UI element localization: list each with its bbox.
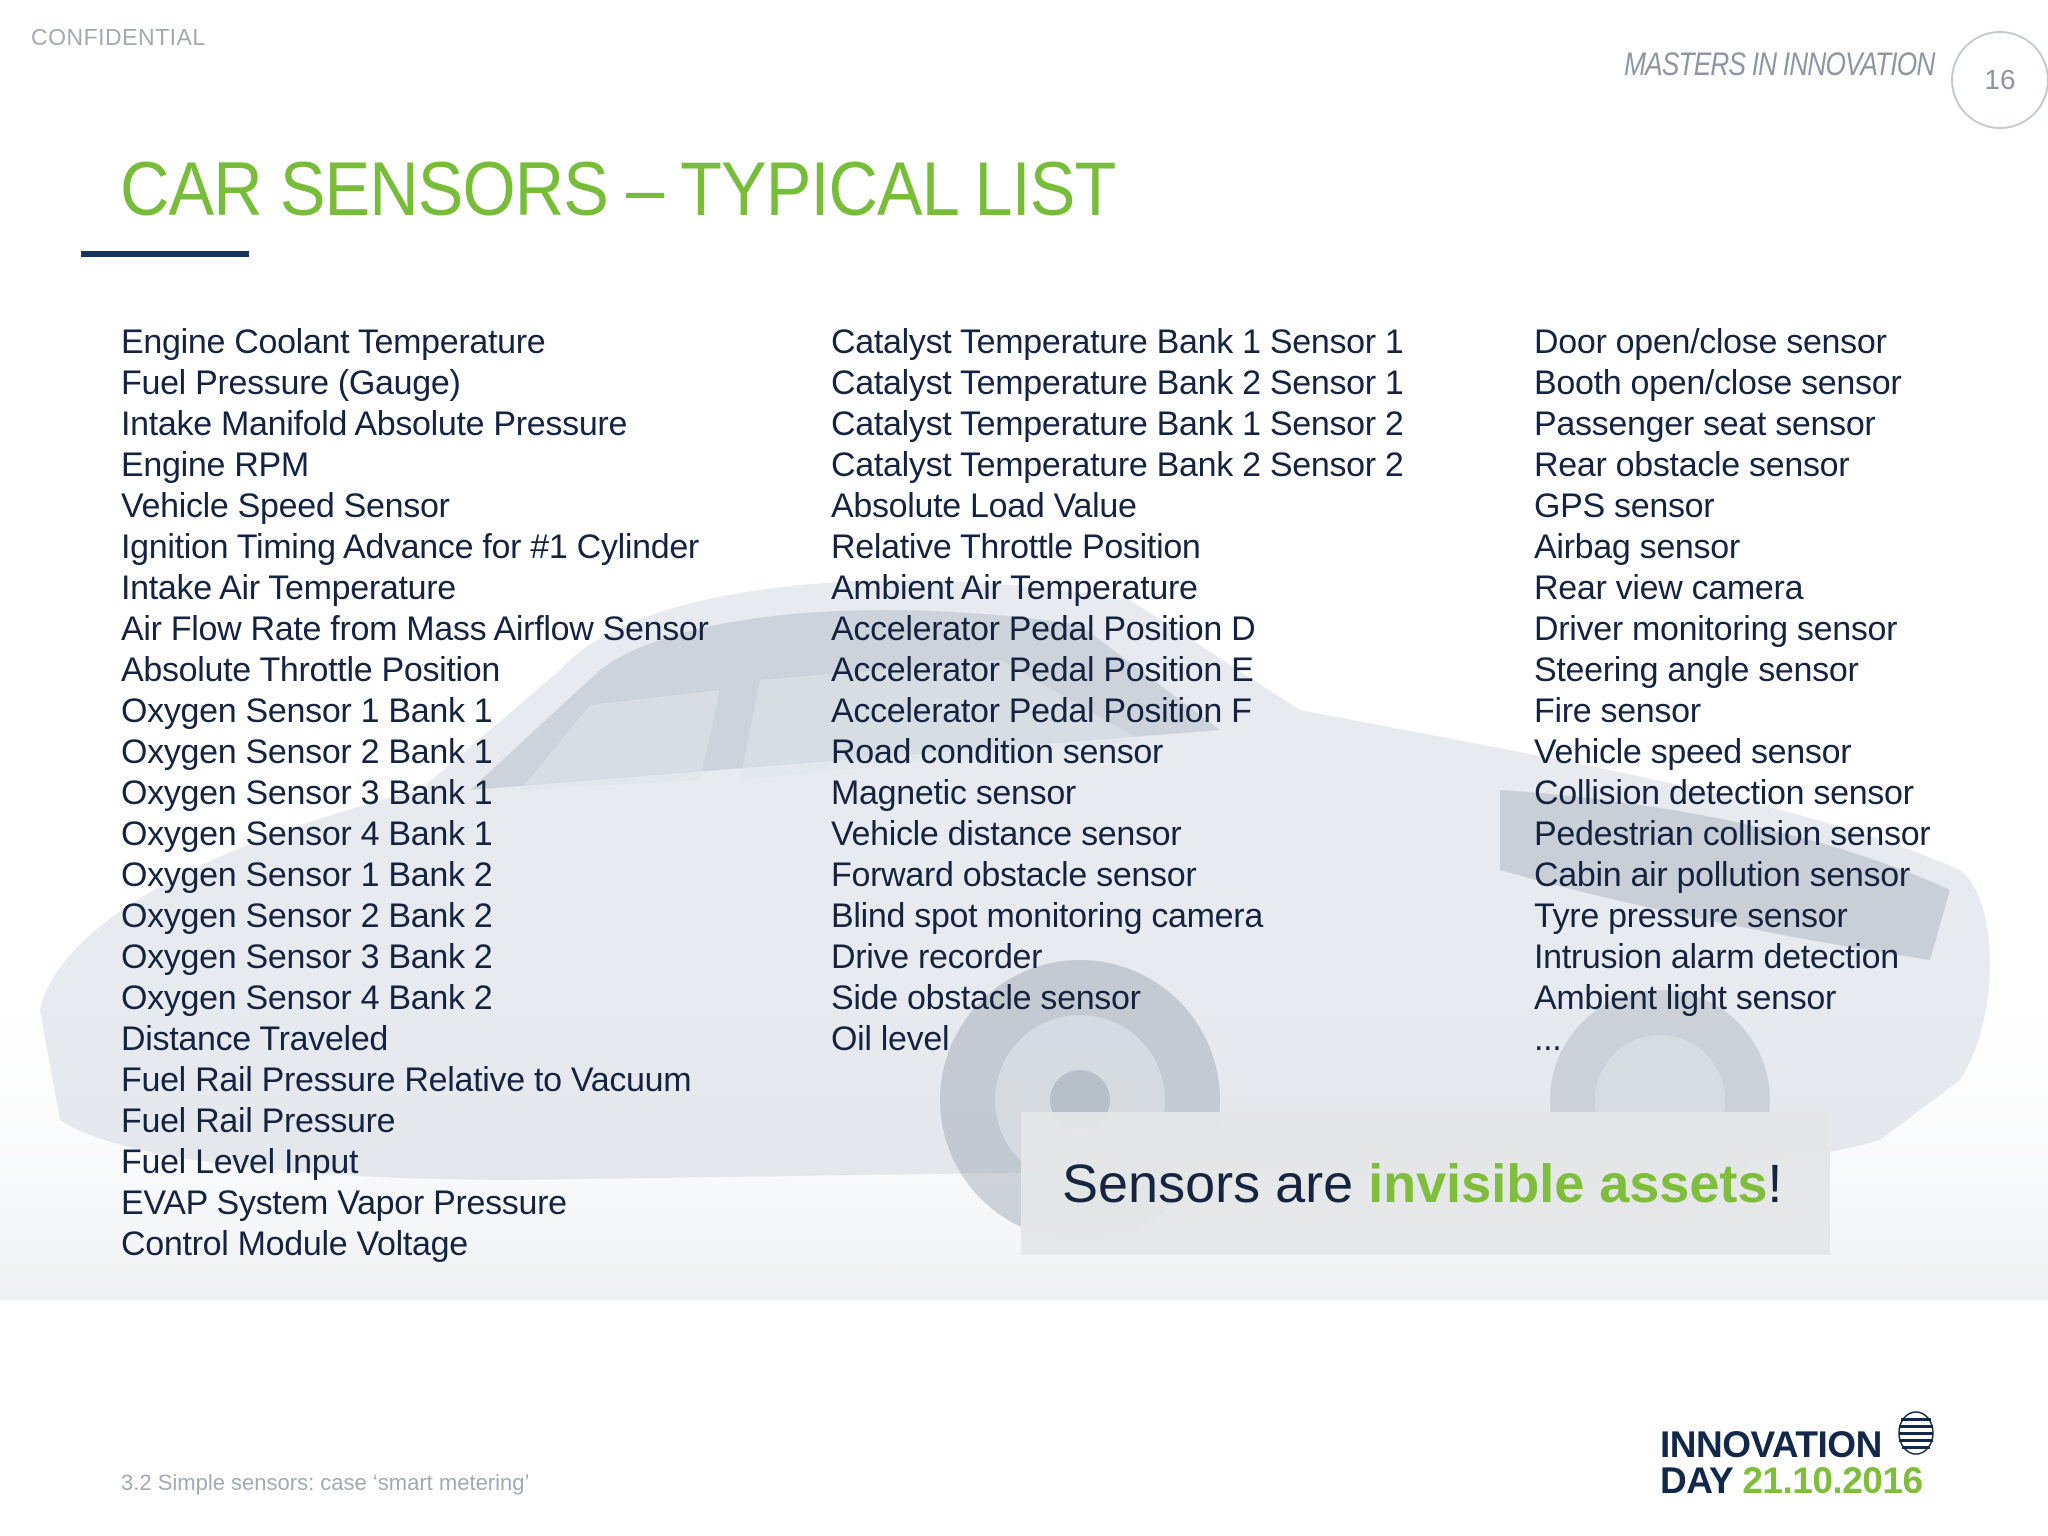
sensor-list-item: Oxygen Sensor 1 Bank 1	[121, 692, 493, 730]
sensor-list-item: Engine Coolant Temperature	[121, 323, 546, 361]
sensor-list-item: Rear obstacle sensor	[1534, 446, 1850, 484]
footer-section-label: 3.2 Simple sensors: case ‘smart metering’	[121, 1470, 530, 1495]
sensor-list-item: Oxygen Sensor 2 Bank 1	[121, 733, 493, 771]
sensor-list-item: Vehicle Speed Sensor	[121, 487, 450, 525]
sensor-list-item: Intrusion alarm detection	[1534, 938, 1899, 976]
sensor-list-item: Intake Air Temperature	[121, 569, 456, 607]
confidential-label: CONFIDENTIAL	[31, 24, 206, 50]
sensor-list-item: Magnetic sensor	[831, 774, 1076, 812]
sensor-list-item: Oxygen Sensor 1 Bank 2	[121, 856, 493, 894]
innovation-day-logo	[1658, 1410, 1938, 1500]
sensor-list-item: Collision detection sensor	[1534, 774, 1914, 812]
sensor-list-item: Air Flow Rate from Mass Airflow Sensor	[121, 610, 709, 648]
sensor-list-item: Distance Traveled	[121, 1020, 389, 1058]
sensor-list-item: Oil level	[831, 1020, 950, 1058]
sensor-list-item: Vehicle speed sensor	[1534, 733, 1852, 771]
sensor-list-item: Road condition sensor	[831, 733, 1164, 771]
sensor-list-item: Side obstacle sensor	[831, 979, 1141, 1017]
sensor-list-item: Accelerator Pedal Position D	[831, 610, 1256, 648]
callout-prefix: Sensors are	[1062, 1153, 1369, 1214]
sensor-list-item: Passenger seat sensor	[1534, 405, 1876, 443]
logo-day-word: DAY	[1660, 1460, 1733, 1501]
sensor-list-item: Forward obstacle sensor	[831, 856, 1197, 894]
sensor-list-item: Fuel Rail Pressure Relative to Vacuum	[121, 1061, 692, 1099]
sensor-list-item: EVAP System Vapor Pressure	[121, 1184, 567, 1222]
sensor-list-item: Oxygen Sensor 4 Bank 1	[121, 815, 493, 853]
sensor-list-item: Control Module Voltage	[121, 1225, 468, 1263]
sensor-list-item: Vehicle distance sensor	[831, 815, 1182, 853]
sensor-column-engine	[121, 322, 709, 1265]
sensor-list-item: Intake Manifold Absolute Pressure	[121, 405, 628, 443]
sensor-column-safety	[1534, 322, 1930, 1060]
sensor-list-item: Cabin air pollution sensor	[1534, 856, 1910, 894]
sensor-list-item: Oxygen Sensor 3 Bank 1	[121, 774, 493, 812]
sensor-list-item: Oxygen Sensor 2 Bank 2	[121, 897, 493, 935]
callout-suffix: !	[1767, 1153, 1783, 1214]
globe-icon	[1896, 1410, 1936, 1456]
sensor-list-item: Booth open/close sensor	[1534, 364, 1902, 402]
sensor-list-item: Fuel Rail Pressure	[121, 1102, 396, 1140]
sensor-list-item: Fire sensor	[1534, 692, 1701, 730]
sensor-list-item: Drive recorder	[831, 938, 1043, 976]
callout-highlight: invisible assets	[1368, 1153, 1768, 1214]
sensor-list-item: Absolute Throttle Position	[121, 651, 501, 689]
logo-text-innovation: INNOVATION	[1660, 1424, 1882, 1465]
sensor-list-item: Ambient Air Temperature	[831, 569, 1198, 607]
sensor-list-item: Accelerator Pedal Position F	[831, 692, 1252, 730]
sensor-list-item: Ambient light sensor	[1534, 979, 1837, 1017]
sensor-list-item: Relative Throttle Position	[831, 528, 1201, 566]
logo-date: 21.10.2016	[1742, 1460, 1923, 1501]
sensor-list-item: Oxygen Sensor 4 Bank 2	[121, 979, 493, 1017]
sensor-list-item: Driver monitoring sensor	[1534, 610, 1898, 648]
sensor-list-item: Absolute Load Value	[831, 487, 1137, 525]
sensor-list-item: Catalyst Temperature Bank 1 Sensor 2	[831, 405, 1404, 443]
logo-text-day	[1660, 1460, 1923, 1502]
sensor-list-item: Steering angle sensor	[1534, 651, 1859, 689]
sensor-list-item: Catalyst Temperature Bank 2 Sensor 1	[831, 364, 1404, 402]
sensor-list-item: Oxygen Sensor 3 Bank 2	[121, 938, 493, 976]
sensor-list-item: ...	[1534, 1020, 1562, 1058]
sensor-list-item: GPS sensor	[1534, 487, 1715, 525]
sensor-list-item: Airbag sensor	[1534, 528, 1740, 566]
page-number: 16	[1951, 31, 2048, 129]
sensor-list-item: Fuel Pressure (Gauge)	[121, 364, 461, 402]
sensor-list-item: Rear view camera	[1534, 569, 1804, 607]
title-underline	[81, 251, 249, 257]
callout-box	[1021, 1112, 1830, 1255]
sensor-list-item: Accelerator Pedal Position E	[831, 651, 1254, 689]
sensor-list-item: Catalyst Temperature Bank 2 Sensor 2	[831, 446, 1404, 484]
sensor-list-item: Engine RPM	[121, 446, 309, 484]
sensor-list-item: Tyre pressure sensor	[1534, 897, 1848, 935]
program-name: MASTERS IN INNOVATION	[1623, 46, 1934, 82]
sensor-list-item: Ignition Timing Advance for #1 Cylinder	[121, 528, 699, 566]
slide-title: CAR SENSORS – TYPICAL LIST	[120, 147, 1116, 232]
sensor-list-item: Door open/close sensor	[1534, 323, 1887, 361]
sensor-column-vehicle	[831, 322, 1404, 1060]
sensor-list-item: Catalyst Temperature Bank 1 Sensor 1	[831, 323, 1404, 361]
sensor-list-item: Pedestrian collision sensor	[1534, 815, 1931, 853]
sensor-list-item: Fuel Level Input	[121, 1143, 359, 1181]
sensor-list-item: Blind spot monitoring camera	[831, 897, 1263, 935]
